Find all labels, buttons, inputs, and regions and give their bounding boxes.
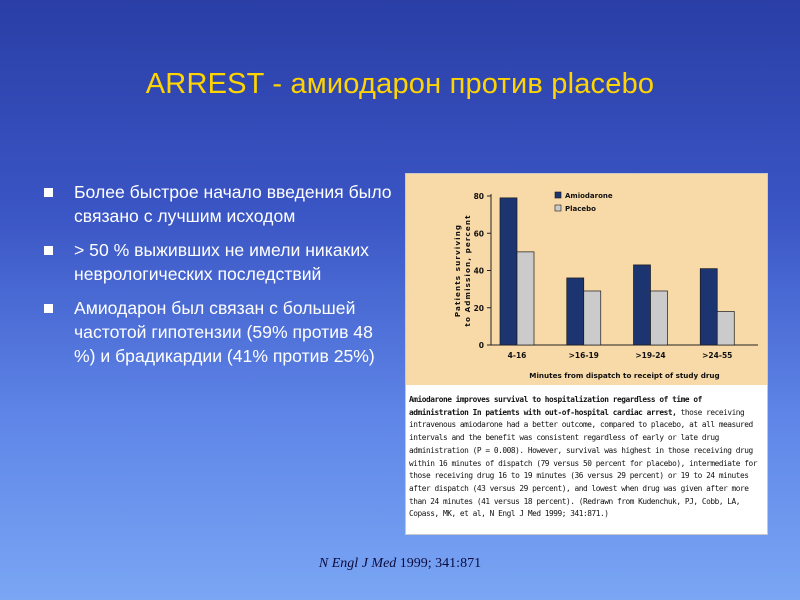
- caption-text: those receiving intravenous amiodarone had a better outcome, compared to placebo, at all measured intervals and the benefit was consistent regardless of early or late drug administration (P = 0.008). However, survival was highest in those receiving drug within 16 minutes of dispatch (79 versus 50 percent for placebo), intermediate for those receiving drug 16 to 19 minutes (36 versus 29 percent) or 19 to 24 minutes after dispatch (43 versus 29 percent), and lowest when drug was given after more than 24 minutes (41 versus 18 percent). (Redrawn from Kudenchuk, PJ, Cobb, LA, Copass, MK, et al, N Engl J Med 1999; 341:871.): [409, 407, 758, 519]
- x-axis-label: Minutes from dispatch to receipt of study drug: [529, 371, 720, 380]
- legend-swatch-placebo: [555, 205, 561, 211]
- x-tick-label: >24-55: [702, 351, 733, 360]
- y-tick-label: 80: [473, 192, 484, 201]
- bullet-square-icon: [44, 304, 53, 313]
- x-tick-label: >16-19: [568, 351, 599, 360]
- bullet-item: [44, 180, 394, 228]
- bar-amiodarone: [634, 265, 651, 345]
- x-tick-label: 4-16: [507, 351, 527, 360]
- y-axis-label-line-2: to Admission, percent: [463, 214, 472, 327]
- x-tick-label: >19-24: [635, 351, 666, 360]
- bar-placebo: [517, 252, 534, 345]
- caption-bold: Amiodarone improves survival to hospitalization regardless of time of administration In patients with out-of-hospital cardiac arrest,: [409, 395, 702, 417]
- bullet-text: Более быстрое начало введения было связано с лучшим исходом: [74, 182, 392, 226]
- y-tick-label: 20: [473, 303, 484, 313]
- reference-details: 1999; 341:871: [396, 556, 482, 571]
- slide-title: ARREST - амиодарон против placebo: [145, 68, 655, 100]
- legend-label-placebo: Placebo: [565, 205, 596, 213]
- reference-journal: N Engl J Med: [318, 556, 397, 571]
- bar-placebo: [651, 291, 668, 345]
- bar-amiodarone: [567, 278, 584, 345]
- legend-label-amiodarone: Amiodarone: [565, 192, 613, 200]
- bar-amiodarone: [500, 198, 517, 345]
- bullet-square-icon: [44, 188, 53, 197]
- bullet-square-icon: [44, 246, 53, 255]
- figure-panel: [405, 173, 768, 535]
- bar-placebo: [584, 291, 601, 345]
- y-axis-label: [453, 214, 472, 326]
- bullet-item: [44, 296, 394, 368]
- bar-amiodarone: [700, 269, 717, 345]
- y-tick-label: 0: [478, 341, 484, 350]
- reference: [0, 556, 800, 572]
- bullet-list: [44, 180, 394, 378]
- bullet-item: [44, 238, 394, 286]
- bar-placebo: [717, 311, 734, 345]
- bar-chart: [406, 174, 767, 385]
- bullet-text: Амиодарон был связан с большей частотой гипотензии (59% против 48 %) и брадикардии (41% против 25%): [74, 298, 375, 366]
- y-axis-label-line-1: Patients surviving: [453, 223, 462, 318]
- y-tick-label: 60: [473, 229, 484, 239]
- figure-caption: [409, 394, 763, 521]
- y-tick-label: 40: [473, 266, 484, 276]
- bullet-text: > 50 % выживших не имели никаких неврологических последствий: [74, 240, 369, 284]
- legend-swatch-amiodarone: [555, 192, 561, 198]
